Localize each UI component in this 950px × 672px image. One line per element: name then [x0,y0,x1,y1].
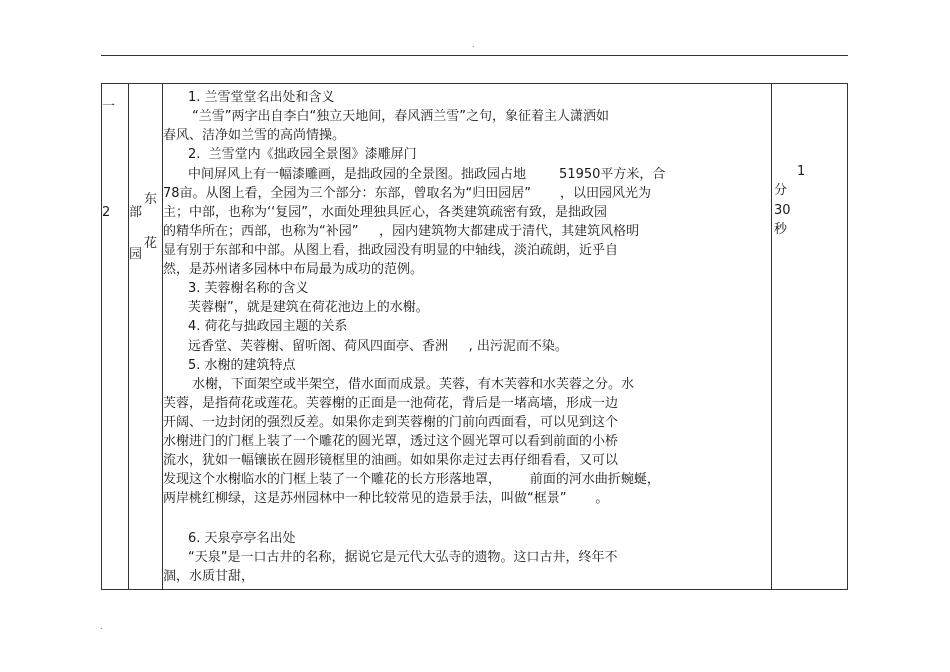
section-char: 园 [129,247,143,262]
heading-line: 6. 天泉亭亭名出处 [188,531,296,546]
heading-line: 3. 芙蓉榭名称的含义 [188,281,309,296]
time-unit: 分 [774,183,788,198]
row-number: 2 [102,205,111,220]
heading-line: 5. 水榭的建筑特点 [188,358,296,373]
text-line: 发现这个水榭临水的门框上装了一个雕花的长方形落地罩， 前面的河水曲折蜿蜒， [163,472,660,487]
footer-dot: . [100,622,103,631]
time-value: 30 [774,203,791,218]
section-char: 东 [144,192,158,207]
section-char: 部 [129,205,143,220]
column-divider [128,84,129,589]
column-divider [771,84,772,589]
text-line: 水榭进门的门框上装了一个雕花的圆光罩，透过这个圆光罩可以看到前面的小桥 [163,434,619,449]
text-line: “天泉”是一口古井的名称，据说它是元代大弘寺的遗物。这口古井，终年不 [188,550,618,565]
text-line: 远香堂、芙蓉榭、留听阁、荷风四面亭、香洲 , 出污泥而不染。 [188,339,568,354]
text-line: 两岸桃红柳绿，这是苏州园林中一种比较常见的造景手法，叫做“框景” 。 [163,491,609,506]
text-line: 78亩。从图上看，全园为三个部分：东部，曾取名为“归田园居” ，以田园风光为 [163,186,651,201]
text-line: 涸，水质甘甜， [163,569,255,584]
row-marker: 一 [102,99,116,114]
text-line: 开阔、一边封闭的强烈反差。如果你走到芙蓉榭的门前向西面看，可以见到这个 [163,415,619,430]
column-divider [162,84,163,589]
heading-line: 2. 兰雪堂内《拙政园全景图》漆雕屏门 [188,147,417,162]
column-divider [847,84,848,589]
text-line: 的精华所在；西部，也称为“补园” ，园内建筑物大都建成于清代，其建筑风格明 [163,224,640,239]
text-line: 主；中部，也称为‘‘复园”，水面处理独具匠心，各类建筑疏密有致，是拙政园 [163,205,608,220]
text-line: 芙蓉，是指荷花或莲花。芙蓉榭的正面是一池荷花，背后是一堵高墙，形成一边 [163,396,619,411]
text-line: 春风、洁净如兰雪的高尚情操。 [163,128,346,143]
heading-line: 1. 兰雪堂堂名出处和含义 [188,90,335,105]
time-value: 1 [797,164,806,179]
text-line: 显有别于东部和中部。从图上看，拙政园没有明显的中轴线，淡泊疏朗，近乎自 [163,243,619,258]
section-char: 花 [144,236,158,251]
heading-line: 4. 荷花与拙政园主题的关系 [188,319,348,334]
text-line: 流水，犹如一幅镶嵌在圆形镜框里的油画。如如果你走过去再仔细看看，又可以 [163,453,619,468]
time-unit: 秒 [774,222,788,237]
text-line: 芙蓉榭”，就是建筑在荷花池边上的水榭。 [188,300,429,315]
text-line: 水榭，下面架空或半架空，借水面而成景。芙蓉，有木芙蓉和水芙蓉之分。水 [192,377,635,392]
text-line: 然，是苏州诸多园林中布局最为成功的范例。 [163,262,424,277]
header-dot: . [472,40,475,49]
text-line: “兰雪”两字出自李白“独立天地间，春风洒兰雪”之句，象征着主人潇洒如 [192,109,609,124]
text-line: 中间屏风上有一幅漆雕画，是拙政园的全景图。拙政园占地 51950平方米，合 [188,167,666,182]
header-rule [101,55,848,56]
